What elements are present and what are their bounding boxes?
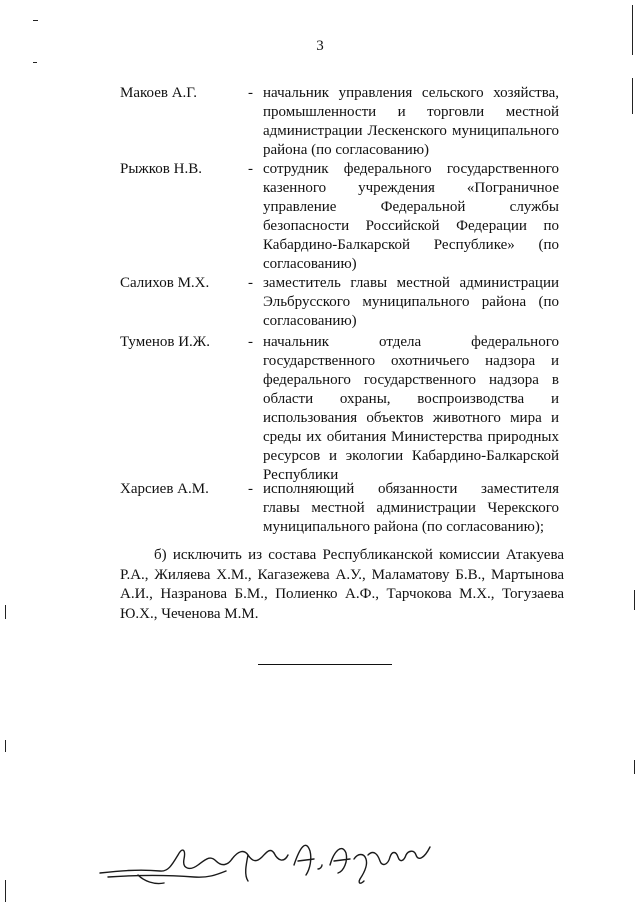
member-description: начальник отдела федерального государственного охотничьего надзора и федерального государственного надзора в области охраны, воспроизводства и использования объектов животного мира и среды их обитания Министерства природных ресурсов и экологии Кабардино-Балкарской Республики	[263, 334, 559, 483]
member-name: Макоев А.Г.	[120, 85, 198, 101]
member-dash: -	[248, 85, 253, 101]
scan-mark	[632, 78, 633, 114]
member-description: исполняющий обязанности заместителя главы местной администрации Черекского муниципального района (по согласованию);	[263, 481, 559, 535]
member-name: Рыжков Н.В.	[120, 161, 202, 177]
scan-mark	[634, 590, 635, 610]
member-description: заместитель главы местной администрации Эльбрусского муниципального района (по согласованию)	[263, 275, 559, 329]
member-name: Салихов М.Х.	[120, 275, 210, 291]
member-dash: -	[248, 161, 253, 177]
member-dash: -	[248, 481, 253, 497]
member-description: начальник управления сельского хозяйства, промышленности и торговли местной администрации Лескенского муниципального района (по согласованию)	[263, 85, 559, 158]
exclusion-paragraph: б) исключить из состава Республиканской комиссии Атакуева Р.А., Жиляева Х.М., Кагазежева А.У., Маламатову Б.В., Мартынова А.И., Назранова Б.М., Полиенко А.Ф., Тарчокова М.Х., Тогузаева Ю.Х., Чеченова М.М.	[120, 547, 564, 622]
member-dash: -	[248, 334, 253, 350]
member-description: сотрудник федерального государственного казенного учреждения «Пограничное управление Федеральной службы безопасности Российской Федерации по Кабардино-Балкарской Республике» (по согласованию)	[263, 161, 559, 272]
member-name: Туменов И.Ж.	[120, 334, 210, 350]
page-number: 3	[316, 38, 324, 54]
scan-mark	[632, 5, 633, 55]
member-dash: -	[248, 275, 253, 291]
member-name: Харсиев А.М.	[120, 481, 209, 497]
scan-mark	[5, 880, 6, 902]
scan-mark	[33, 62, 37, 63]
scan-mark	[5, 605, 6, 619]
scan-mark	[5, 740, 6, 752]
scan-mark	[33, 20, 38, 21]
scan-mark	[634, 760, 635, 774]
separator-line	[258, 664, 392, 665]
handwritten-signature-icon	[98, 825, 438, 895]
